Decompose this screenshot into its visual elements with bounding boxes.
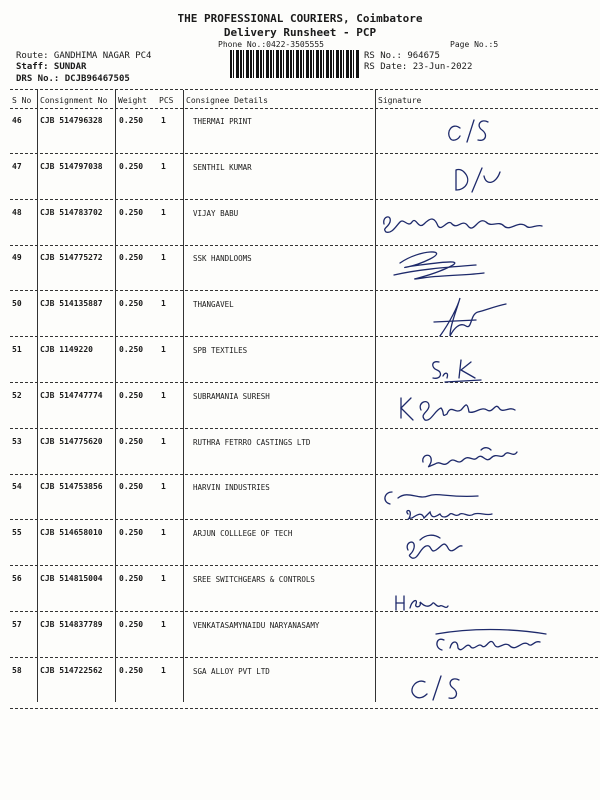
row-consignee: SREE SWITCHGEARS & CONTROLS xyxy=(193,575,315,584)
row-divider xyxy=(10,245,598,246)
row-divider xyxy=(10,153,598,154)
signature-49 xyxy=(380,245,490,287)
row-consignment-no: CJB 514837789 xyxy=(40,620,103,629)
row-consignee: RUTHRA FETRRO CASTINGS LTD xyxy=(193,438,311,447)
row-divider xyxy=(10,611,598,612)
row-sno: 55 xyxy=(12,528,22,537)
signature-48 xyxy=(378,204,548,240)
row-consignment-no: CJB 514796328 xyxy=(40,116,103,125)
row-weight: 0.250 xyxy=(119,345,144,354)
page-number: Page No.:5 xyxy=(450,40,499,49)
route: Route: GANDHIMA NAGAR PC4 xyxy=(16,51,152,61)
signature-52 xyxy=(395,392,535,426)
row-pcs: 1 xyxy=(161,345,166,354)
row-pcs: 1 xyxy=(161,391,166,400)
row-weight: 0.250 xyxy=(119,391,144,400)
row-pcs: 1 xyxy=(161,528,166,537)
signature-57 xyxy=(430,626,550,662)
row-sno: 53 xyxy=(12,437,22,446)
row-divider xyxy=(10,382,598,383)
signature-53 xyxy=(415,440,525,474)
staff: Staff: SUNDAR xyxy=(16,62,87,72)
col-consignee: Consignee Details xyxy=(186,96,268,105)
row-weight: 0.250 xyxy=(119,162,144,171)
row-consignee: SENTHIL KUMAR xyxy=(193,163,252,172)
row-weight: 0.250 xyxy=(119,299,144,308)
col-pcs: PCS xyxy=(159,96,174,105)
divider xyxy=(10,708,598,709)
rs-date: RS Date: 23-Jun-2022 xyxy=(364,62,473,72)
row-sno: 58 xyxy=(12,666,22,675)
row-pcs: 1 xyxy=(161,116,166,125)
company-title: THE PROFESSIONAL COURIERS, Coimbatore xyxy=(177,12,423,25)
signature-56 xyxy=(392,592,452,614)
row-consignment-no: CJB 514747774 xyxy=(40,391,103,400)
signature-50 xyxy=(420,292,510,342)
phone-number: Phone No.:0422-3505555 xyxy=(218,40,324,49)
row-weight: 0.250 xyxy=(119,482,144,491)
col-weight: Weight xyxy=(118,96,147,105)
row-consignee: SSK HANDLOOMS xyxy=(193,254,252,263)
row-consignee: HARVIN INDUSTRIES xyxy=(193,483,270,492)
row-divider xyxy=(10,565,598,566)
signature-47 xyxy=(450,160,510,196)
row-consignment-no: CJB 514135887 xyxy=(40,299,103,308)
row-sno: 57 xyxy=(12,620,22,629)
row-consignment-no: CJB 514753856 xyxy=(40,482,103,491)
row-sno: 50 xyxy=(12,299,22,308)
row-pcs: 1 xyxy=(161,437,166,446)
row-pcs: 1 xyxy=(161,620,166,629)
row-weight: 0.250 xyxy=(119,116,144,125)
row-divider xyxy=(10,474,598,475)
row-consignment-no: CJB 514775272 xyxy=(40,253,103,262)
signature-54 xyxy=(378,484,508,528)
row-consignment-no: CJB 514783702 xyxy=(40,208,103,217)
row-divider xyxy=(10,199,598,200)
row-consignee: THERMAI PRINT xyxy=(193,117,252,126)
row-consignment-no: CJB 514658010 xyxy=(40,528,103,537)
row-sno: 54 xyxy=(12,482,22,491)
row-weight: 0.250 xyxy=(119,574,144,583)
row-consignment-no: CJB 514797038 xyxy=(40,162,103,171)
row-consignee: ARJUN COLLLEGE OF TECH xyxy=(193,529,293,538)
row-pcs: 1 xyxy=(161,299,166,308)
row-divider xyxy=(10,290,598,291)
signature-51 xyxy=(425,354,485,384)
row-weight: 0.250 xyxy=(119,620,144,629)
signature-58 xyxy=(405,670,475,704)
signature-55 xyxy=(400,530,470,562)
row-divider xyxy=(10,428,598,429)
col-sno: S No xyxy=(12,96,32,105)
row-sno: 47 xyxy=(12,162,22,171)
row-consignment-no: CJB 1149220 xyxy=(40,345,93,354)
runsheet-subtitle: Delivery Runsheet - PCP xyxy=(223,26,377,39)
rs-number: RS No.: 964675 xyxy=(364,51,440,61)
row-consignment-no: CJB 514722562 xyxy=(40,666,103,675)
row-weight: 0.250 xyxy=(119,208,144,217)
divider xyxy=(10,89,598,90)
row-pcs: 1 xyxy=(161,574,166,583)
row-consignee: VENKATASAMYNAIDU NARYANASAMY xyxy=(193,621,320,630)
col-consignment: Consignment No xyxy=(40,96,108,105)
row-consignee: VIJAY BABU xyxy=(193,209,239,218)
row-sno: 56 xyxy=(12,574,22,583)
row-weight: 0.250 xyxy=(119,437,144,446)
row-divider xyxy=(10,519,598,520)
signature-46 xyxy=(440,112,500,150)
row-pcs: 1 xyxy=(161,162,166,171)
row-weight: 0.250 xyxy=(119,666,144,675)
row-pcs: 1 xyxy=(161,208,166,217)
row-sno: 51 xyxy=(12,345,22,354)
row-consignment-no: CJB 514815004 xyxy=(40,574,103,583)
row-weight: 0.250 xyxy=(119,253,144,262)
row-consignee: THANGAVEL xyxy=(193,300,234,309)
col-signature: Signature xyxy=(378,96,422,105)
row-consignee: SPB TEXTILES xyxy=(193,346,248,355)
row-pcs: 1 xyxy=(161,482,166,491)
row-sno: 48 xyxy=(12,208,22,217)
barcode xyxy=(230,50,360,78)
drs-number: DRS No.: DCJB96467505 xyxy=(16,74,130,84)
row-pcs: 1 xyxy=(161,253,166,262)
row-sno: 52 xyxy=(12,391,22,400)
row-consignee: SGA ALLOY PVT LTD xyxy=(193,667,270,676)
row-consignment-no: CJB 514775620 xyxy=(40,437,103,446)
row-sno: 49 xyxy=(12,253,22,262)
divider xyxy=(10,108,598,109)
row-weight: 0.250 xyxy=(119,528,144,537)
row-consignee: SUBRAMANIA SURESH xyxy=(193,392,270,401)
row-pcs: 1 xyxy=(161,666,166,675)
row-sno: 46 xyxy=(12,116,22,125)
